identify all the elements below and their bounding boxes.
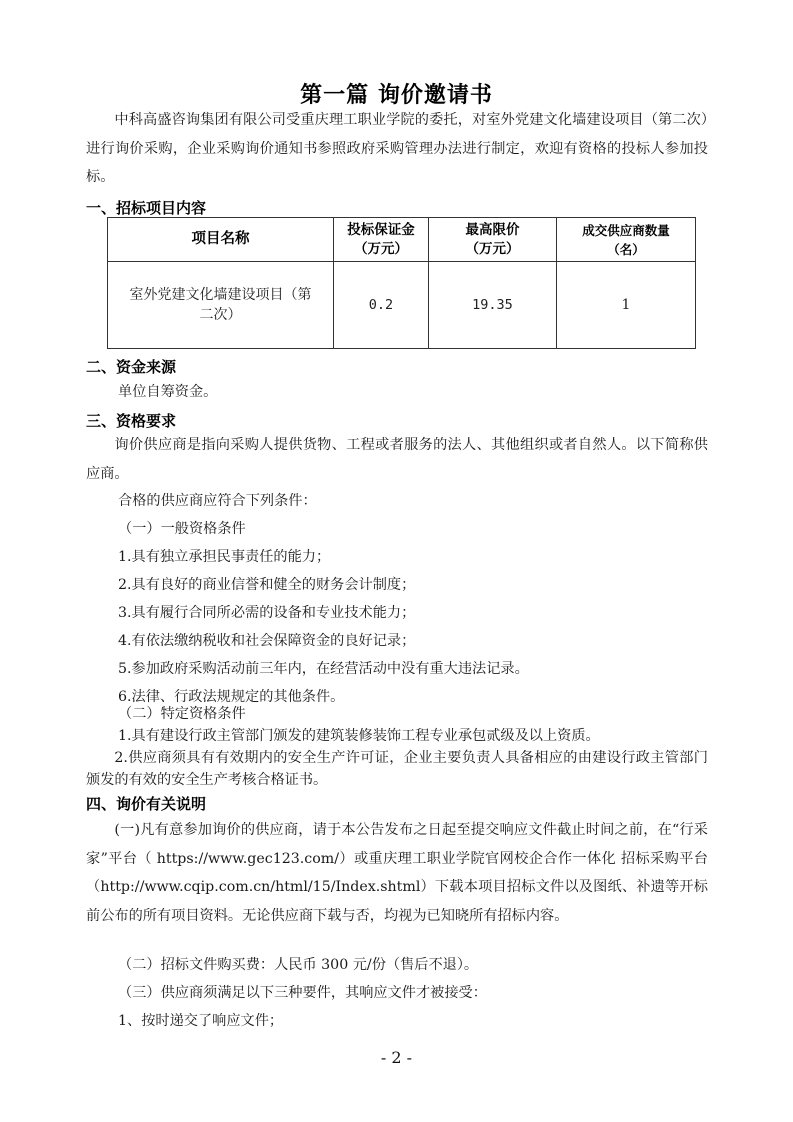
- table-header-row: [108, 218, 696, 262]
- specific-qualification-item-2: 2.供应商须具有有效期内的安全生产许可证，企业主要负责人具备相应的由建设行政主管部门颁发的有效的安全生产考核合格证书。: [86, 750, 708, 788]
- header-supplier-count: [557, 218, 696, 262]
- section-4-heading: 四、询价有关说明: [86, 795, 207, 813]
- header-project-name: [108, 218, 334, 262]
- inquiry-note-2: （二）招标文件购买费：人民币 300 元/份（售后不退）。: [118, 957, 479, 973]
- section-1-heading: 一、招标项目内容: [86, 199, 207, 217]
- cell-project-name-line2: 二次）: [199, 307, 242, 323]
- header-max-price-label: 最高限价: [465, 221, 520, 238]
- general-qualification-item-4: 4.有依法缴纳税收和社会保障资金的良好记录；: [118, 633, 416, 649]
- cell-deposit: 0.2: [334, 262, 429, 349]
- header-max-price: [429, 218, 557, 262]
- header-deposit-unit: （万元）: [354, 240, 408, 257]
- page-title: 第一篇 询价邀请书: [300, 83, 493, 108]
- qualification-conditions-text: 合格的供应商应符合下列条件：: [118, 493, 317, 509]
- inquiry-requirement-1: 1、按时递交了响应文件；: [118, 1013, 284, 1029]
- section-3-heading: 三、资格要求: [86, 412, 177, 430]
- intro-paragraph: 中科高盛咨询集团有限公司受重庆理工职业学院的委托，对室外党建文化墙建设项目（第二次）进行询价采购，企业采购询价通知书参照政府采购管理办法进行制定，欢迎有资格的投标人参加投标。: [86, 112, 708, 185]
- cell-project-name-line1: 室外党建文化墙建设项目（第: [129, 287, 312, 303]
- header-project-name-label: 项目名称: [191, 231, 250, 247]
- general-qualification-item-5: 5.参加政府采购活动前三年内，在经营活动中没有重大违法记录。: [118, 661, 529, 677]
- header-supplier-count-label: 成交供应商数量: [582, 222, 670, 238]
- header-max-price-unit: （万元）: [465, 240, 520, 257]
- specific-qualification-title: （二）特定资格条件: [118, 706, 246, 722]
- header-supplier-count-unit: （名）: [607, 241, 645, 257]
- general-qualification-item-3: 3.具有履行合同所必需的设备和专业技术能力；: [118, 605, 416, 621]
- specific-qualification-item-1: 1.具有建设行政主管部门颁发的建筑装修装饰工程专业承包贰级及以上资质。: [118, 728, 600, 744]
- qualification-intro-paragraph: 询价供应商是指向采购人提供货物、工程或者服务的法人、其他组织或者自然人。以下简称供应商。: [86, 437, 708, 482]
- cell-supplier-count: 1: [557, 262, 696, 349]
- general-qualification-title: （一）一般资格条件: [118, 521, 246, 537]
- general-qualification-item-2: 2.具有良好的商业信誉和健全的财务会计制度；: [118, 577, 416, 593]
- section-2-heading: 二、资金来源: [86, 358, 177, 376]
- funding-source-text: 单位自筹资金。: [118, 384, 218, 400]
- header-deposit: [334, 218, 429, 262]
- page-number: - 2 -: [380, 1048, 413, 1067]
- cell-project-name: [108, 262, 334, 349]
- inquiry-note-3: （三）供应商须满足以下三种要件，其响应文件才被接受：: [118, 985, 487, 1001]
- cell-max-price: 19.35: [429, 262, 557, 349]
- header-deposit-label: 投标保证金: [347, 221, 415, 238]
- general-qualification-item-6: 6.法律、行政法规规定的其他条件。: [118, 689, 345, 705]
- general-qualification-item-1: 1.具有独立承担民事责任的能力；: [118, 549, 331, 565]
- table-row: [108, 262, 696, 349]
- inquiry-note-1: (一)凡有意参加询价的供应商，请于本公告发布之日起至提交响应文件截止时间之前，在“行采家”平台（ https://www.gec123.com/）或重庆理工职业学院官网校企合作一体化 招标采购平台（http://www.cqip.com.cn/html/15/Index.shtml）下载本项目招标文件以及图纸、补遗等开标前公布的所有项目资料。无论供应商下载与否，均视为已知晓所有招标内容。: [86, 822, 708, 924]
- project-table: [107, 217, 696, 349]
